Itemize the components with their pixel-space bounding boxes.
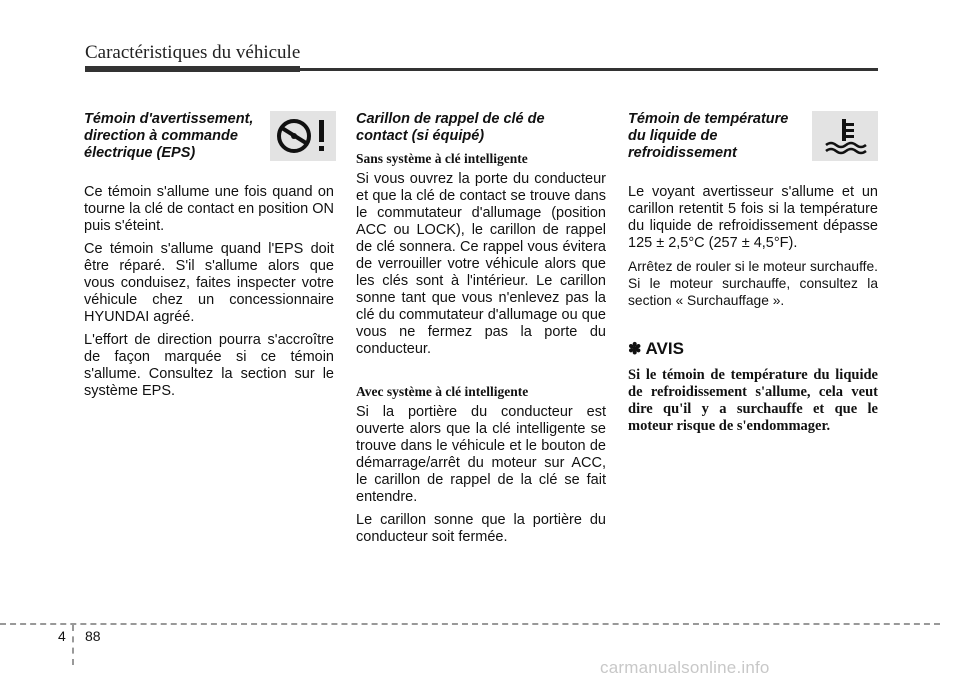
paragraph: Le carillon sonne que la portière du conducteur soit fermée.: [356, 512, 606, 545]
notice-body: Si le témoin de température du liquide de refroidissement s'allume, cela veut dire qu'il y a surchauffe et que le moteur risque de s'endommager.: [628, 367, 878, 434]
coolant-temperature-icon: [812, 111, 878, 161]
notice-label: AVIS: [645, 339, 684, 358]
key-reminder-section: [356, 111, 606, 552]
key-reminder-title: Carillon de rappel de clé de contact (si équipé): [356, 111, 545, 144]
paragraph: L'effort de direction pourra s'accroître de façon marquée si ce témoin s'allume. Consultez la section sur le système EPS.: [84, 332, 334, 399]
paragraph: Ce témoin s'allume quand l'EPS doit être réparé. S'il s'allume alors que vous conduisez, faites inspecter votre véhicule chez un concessionnaire HYUNDAI agréé.: [84, 241, 334, 325]
notice-star-icon: ✽: [628, 341, 642, 358]
coolant-section-title: Témoin de température du liquide de refroidissement: [628, 111, 789, 161]
eps-warning-section: [84, 111, 334, 406]
subheading: Avec système à clé intelligente: [356, 384, 529, 399]
page-number: 88: [85, 628, 101, 644]
subheading: Sans système à clé intelligente: [356, 151, 528, 166]
header-rule-accent: [85, 66, 300, 72]
chapter-number: 4: [58, 628, 66, 644]
paragraph: Si vous ouvrez la porte du conducteur et que la clé de contact se trouve dans le commutateur d'allumage (position ACC ou LOCK), le carillon de rappel de clé sonnera. Ce rappel vous évitera de verrouiller votre véhicule alors que les clés sont à l'intérieur. Le carillon sonne tant que vous n'enlevez pas la clé du commutateur d'allumage ou que vous ne fermez pas la porte du conducteur.: [356, 171, 606, 357]
coolant-temperature-section: [628, 111, 878, 435]
header-title: Caractéristiques du véhicule: [85, 42, 301, 63]
footer-rule: [0, 623, 940, 625]
paragraph: Si la portière du conducteur est ouverte alors que la clé intelligente se trouve dans le véhicule et le bouton de démarrage/arrêt du moteur sur ACC, le carillon de rappel de la clé se fait entendre.: [356, 404, 606, 505]
paragraph: Le voyant avertisseur s'allume et un carillon retentit 5 fois si la température du liquide de refroidissement dépasse 125 ± 2,5°C (257 ± 4,5°F).: [628, 184, 878, 251]
eps-section-title: Témoin d'avertissement, direction à commande électrique (EPS): [84, 111, 254, 161]
paragraph: Arrêtez de rouler si le moteur surchauffe. Si le moteur surchauffe, consultez la section « Surchauffage ».: [628, 259, 878, 308]
steering-warning-icon: [270, 111, 336, 161]
notice-title: [628, 339, 878, 359]
watermark: carmanualsonline.info: [600, 658, 770, 677]
footer-divider: [72, 625, 74, 665]
paragraph: Ce témoin s'allume une fois quand on tourne la clé de contact en position ON puis s'éteint.: [84, 184, 334, 234]
